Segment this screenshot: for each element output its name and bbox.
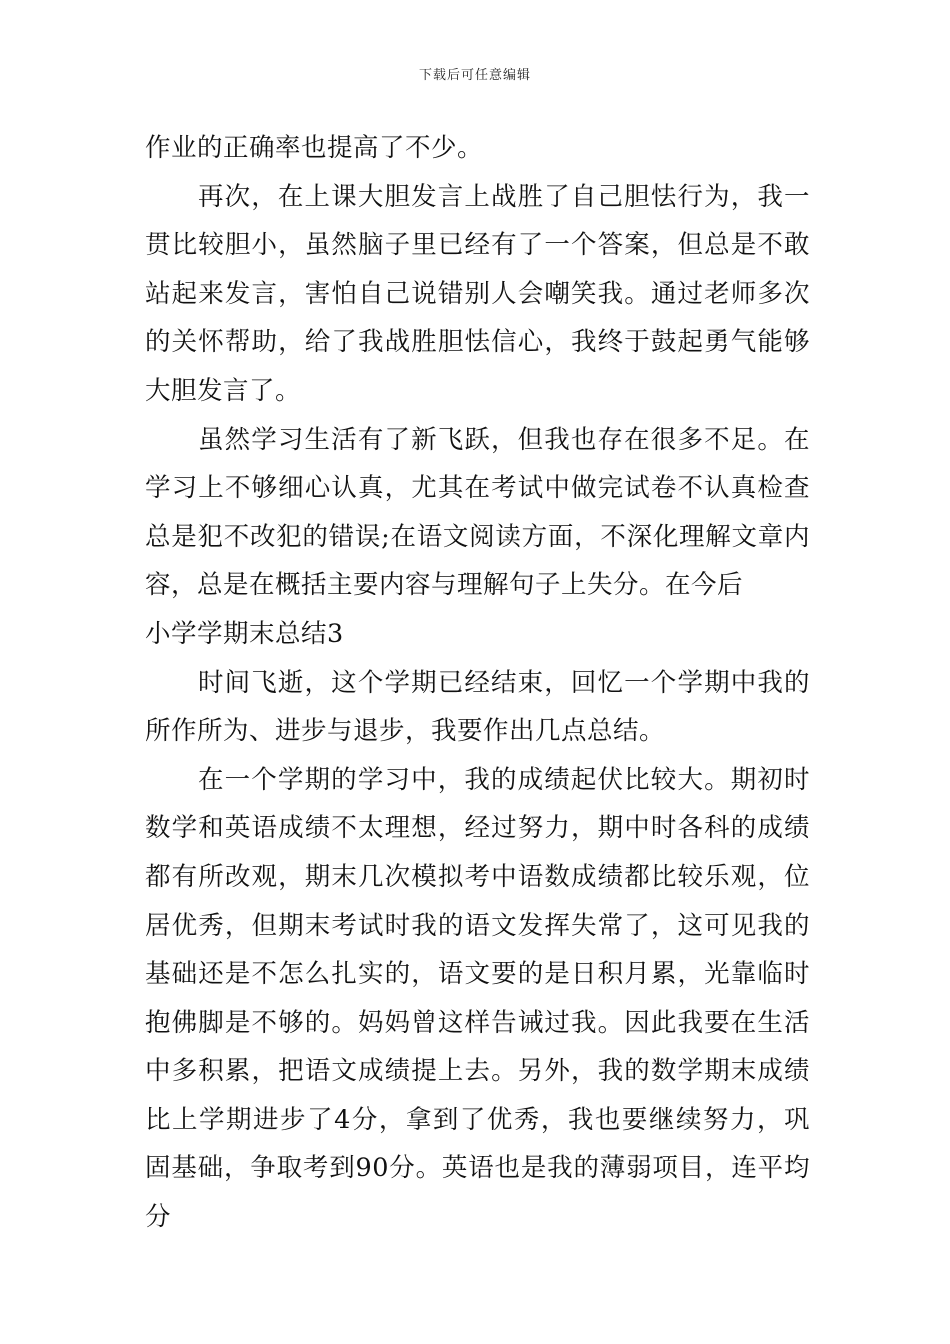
paragraph-shortcomings: 虽然学习生活有了新飞跃，但我也存在很多不足。在学习上不够细心认真，尤其在考试中做完试卷不认真检查总是犯不改犯的错误;在语文阅读方面，不深化理解文章内容，总是在概括主要内容与理解句子上失分。在今后 <box>145 424 810 601</box>
document-body <box>145 124 810 1242</box>
paragraph-continuation: 作业的正确率也提高了不少。 <box>145 133 484 163</box>
section-title: 小学学期末总结3 <box>145 618 344 649</box>
paragraph-speaking-up: 再次，在上课大胆发言上战胜了自己胆怯行为，我一贯比较胆小，虽然脑子里已经有了一个答案，但总是不敢站起来发言，害怕自己说错别人会嘲笑我。通过老师多次的关怀帮助，给了我战胜胆怯信心，我终于鼓起勇气能够大胆发言了。 <box>145 181 810 406</box>
paragraph-intro: 时间飞逝，这个学期已经结束，回忆一个学期中我的所作所为、进步与退步，我要作出几点总结。 <box>145 667 810 747</box>
page-header: 下载后可任意编辑 <box>418 68 531 83</box>
paragraph-grades: 在一个学期的学习中，我的成绩起伏比较大。期初时数学和英语成绩不太理想，经过努力，期中时各科的成绩都有所改观，期末几次模拟考中语数成绩都比较乐观，位居优秀，但期末考试时我的语文发挥失常了，这可见我的基础还是不怎么扎实的，语文要的是日积月累，光靠临时抱佛脚是不够的。妈妈曾这样告诫过我。因此我要在生活中多积累，把语文成绩提上去。另外，我的数学期末成绩比上学期进步了4分，拿到了优秀，我也要继续努力，巩固基础，争取考到90分。英语也是我的薄弱项目，连平均分 <box>145 764 810 1233</box>
